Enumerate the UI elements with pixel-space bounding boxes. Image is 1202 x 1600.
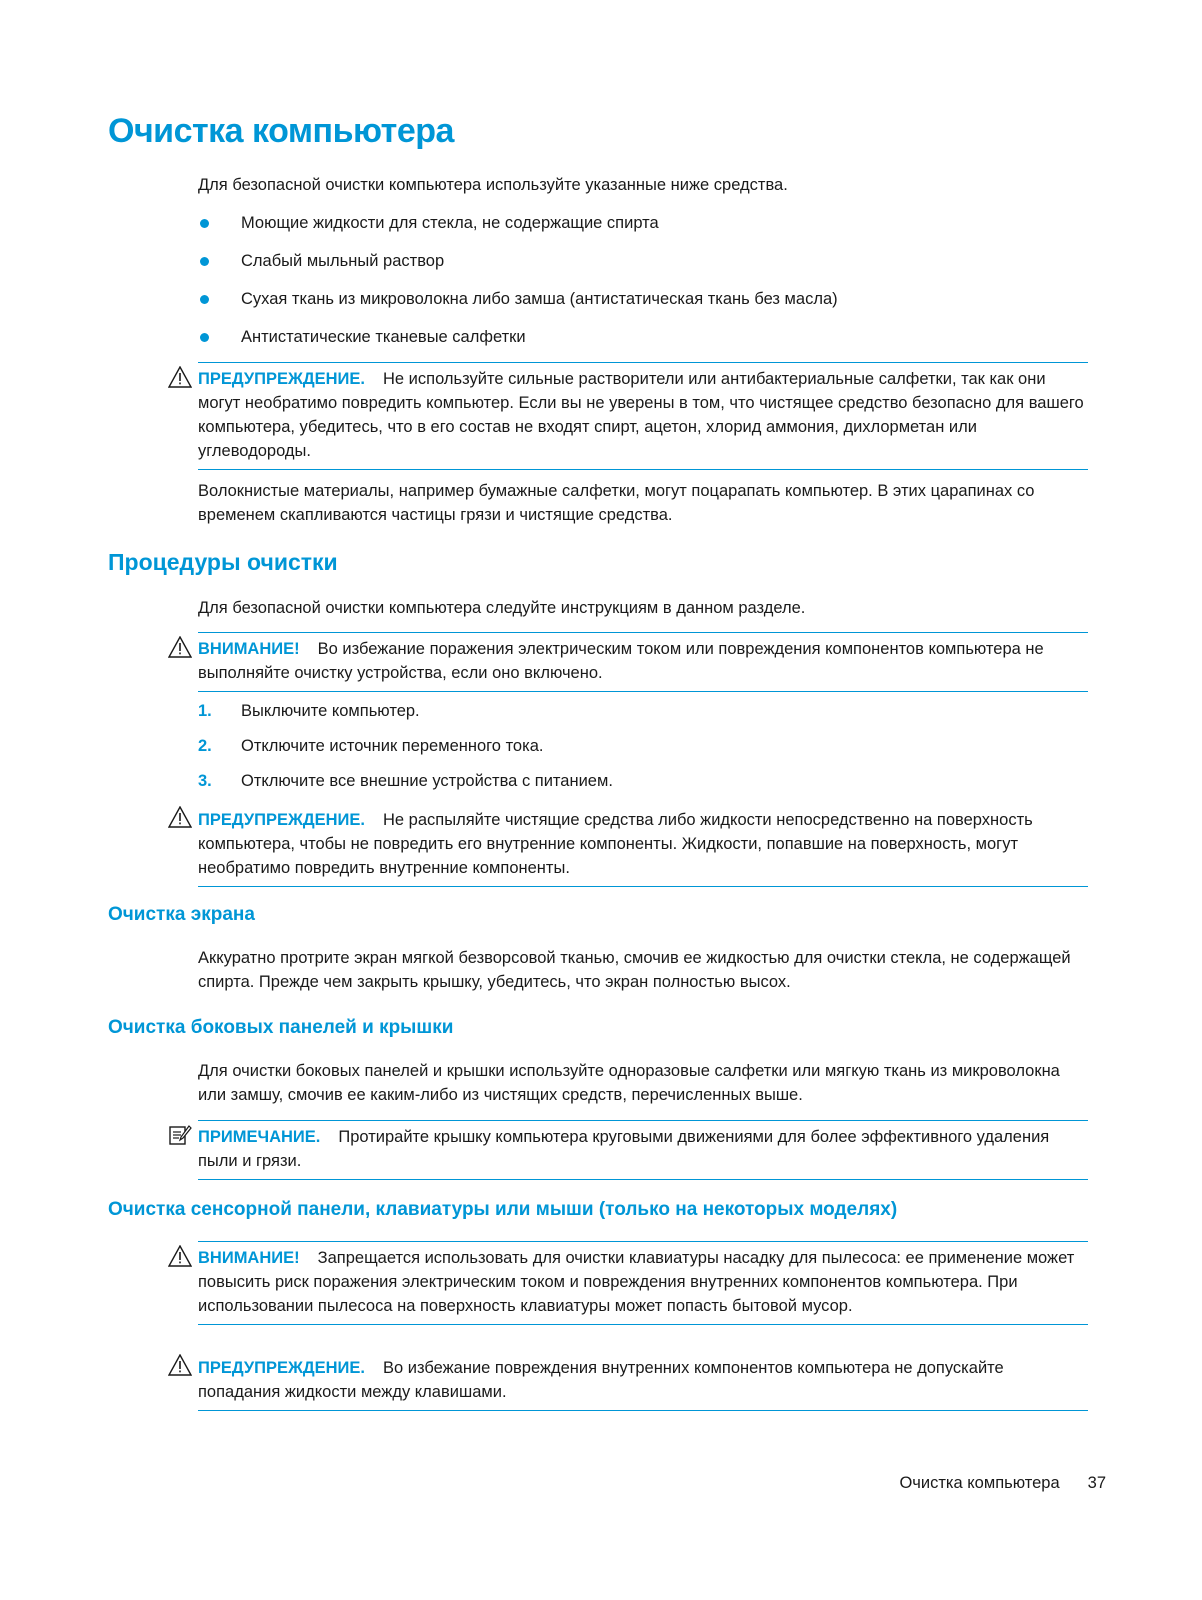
bullet-icon bbox=[200, 333, 209, 342]
sides-text: Для очистки боковых панелей и крышки используйте одноразовые салфетки или мягкую ткань из микроволокна или замшу, смочив ее каким-либо из чистящих средств, перечисленных выше. bbox=[198, 1062, 1060, 1104]
warning-icon bbox=[168, 1354, 192, 1376]
note-icon bbox=[168, 1124, 192, 1146]
steps-list bbox=[198, 699, 1088, 804]
bullet-icon bbox=[200, 219, 209, 228]
notice-label: ПРЕДУПРЕЖДЕНИЕ. bbox=[198, 811, 365, 829]
notice-label: ПРИМЕЧАНИЕ. bbox=[198, 1128, 321, 1146]
page-footer bbox=[899, 1474, 1106, 1493]
notice-text: Не распыляйте чистящие средства либо жидкости непосредственно на поверхность компьютера, чтобы не повредить его внутренние компоненты. Жидкости, попавшие на поверхность, могут необратимо повредить внутренние компоненты. bbox=[198, 811, 1033, 877]
caution-notice bbox=[198, 1241, 1088, 1325]
step-item: 3. Отключите все внешние устройства с питанием. bbox=[198, 769, 1088, 804]
warning-icon bbox=[168, 366, 192, 388]
list-item: Сухая ткань из микроволокна либо замша (антистатическая ткань без масла) bbox=[198, 287, 1088, 325]
notice-text: Запрещается использовать для очистки клавиатуры насадку для пылесоса: ее применение может повысить риск поражения электрическим током и повреждения внутренних компонентов компьютера. При использовании пылесоса на поверхность клавиатуры может попасть бытовой мусор. bbox=[198, 1249, 1075, 1315]
warning-notice bbox=[198, 362, 1088, 470]
step-number: 3. bbox=[198, 772, 212, 790]
notice-text: Во избежание поражения электрическим током или повреждения компонентов компьютера не выполняйте очистку устройства, если оно включено. bbox=[198, 640, 1044, 682]
step-item: 1. Выключите компьютер. bbox=[198, 699, 1088, 734]
notice-label: ВНИМАНИЕ! bbox=[198, 640, 300, 658]
notice-text: Во избежание повреждения внутренних компонентов компьютера не допускайте попадания жидкости между клавишами. bbox=[198, 1359, 1004, 1401]
warning-icon bbox=[168, 1245, 192, 1267]
warning-notice bbox=[198, 1351, 1088, 1411]
step-number: 1. bbox=[198, 702, 212, 720]
caution-notice bbox=[198, 632, 1088, 692]
fiber-text: Волокнистые материалы, например бумажные салфетки, могут поцарапать компьютер. В этих царапинах со временем скапливаются частицы грязи и чистящие средства. bbox=[198, 482, 1035, 524]
notice-label: ВНИМАНИЕ! bbox=[198, 1249, 300, 1267]
list-item: Слабый мыльный раствор bbox=[198, 249, 1088, 287]
page-number: 37 bbox=[1087, 1474, 1106, 1492]
step-item: 2. Отключите источник переменного тока. bbox=[198, 734, 1088, 769]
page-title: Очистка компьютера bbox=[108, 112, 454, 150]
screen-text: Аккуратно протрите экран мягкой безворсовой тканью, смочив ее жидкостью для очистки стекла, не содержащей спирта. Прежде чем закрыть крышку, убедитесь, что экран полностью высох. bbox=[198, 949, 1071, 991]
bullet-icon bbox=[200, 257, 209, 266]
step-number: 2. bbox=[198, 737, 212, 755]
notice-text: Протирайте крышку компьютера круговыми движениями для более эффективного удаления пыли и грязи. bbox=[198, 1128, 1050, 1170]
footer-section: Очистка компьютера bbox=[899, 1474, 1060, 1492]
intro-text: Для безопасной очистки компьютера используйте указанные ниже средства. bbox=[198, 176, 788, 194]
section-title-screen: Очистка экрана bbox=[108, 904, 255, 925]
bullet-icon bbox=[200, 295, 209, 304]
warning-icon bbox=[168, 636, 192, 658]
section-title-touchpad: Очистка сенсорной панели, клавиатуры или мыши (только на некоторых моделях) bbox=[108, 1199, 898, 1220]
procedures-intro: Для безопасной очистки компьютера следуйте инструкциям в данном разделе. bbox=[198, 599, 806, 617]
list-item: Антистатические тканевые салфетки bbox=[198, 325, 1088, 363]
section-title-sides: Очистка боковых панелей и крышки bbox=[108, 1017, 454, 1038]
warning-notice bbox=[198, 803, 1088, 887]
notice-label: ПРЕДУПРЕЖДЕНИЕ. bbox=[198, 1359, 365, 1377]
notice-label: ПРЕДУПРЕЖДЕНИЕ. bbox=[198, 370, 365, 388]
list-item: Моющие жидкости для стекла, не содержащие спирта bbox=[198, 211, 1088, 249]
notice-text: Не используйте сильные растворители или антибактериальные салфетки, так как они могут необратимо повредить компьютер. Если вы не уверены в том, что чистящее средство безопасно для вашего компьютера, убедитесь, что в его состав не входят спирт, ацетон, хлорид аммония, дихлорметан или углеводороды. bbox=[198, 370, 1084, 460]
warning-icon bbox=[168, 806, 192, 828]
section-title-procedures: Процедуры очистки bbox=[108, 549, 338, 575]
supplies-list bbox=[198, 211, 1088, 363]
note-notice bbox=[198, 1120, 1088, 1180]
